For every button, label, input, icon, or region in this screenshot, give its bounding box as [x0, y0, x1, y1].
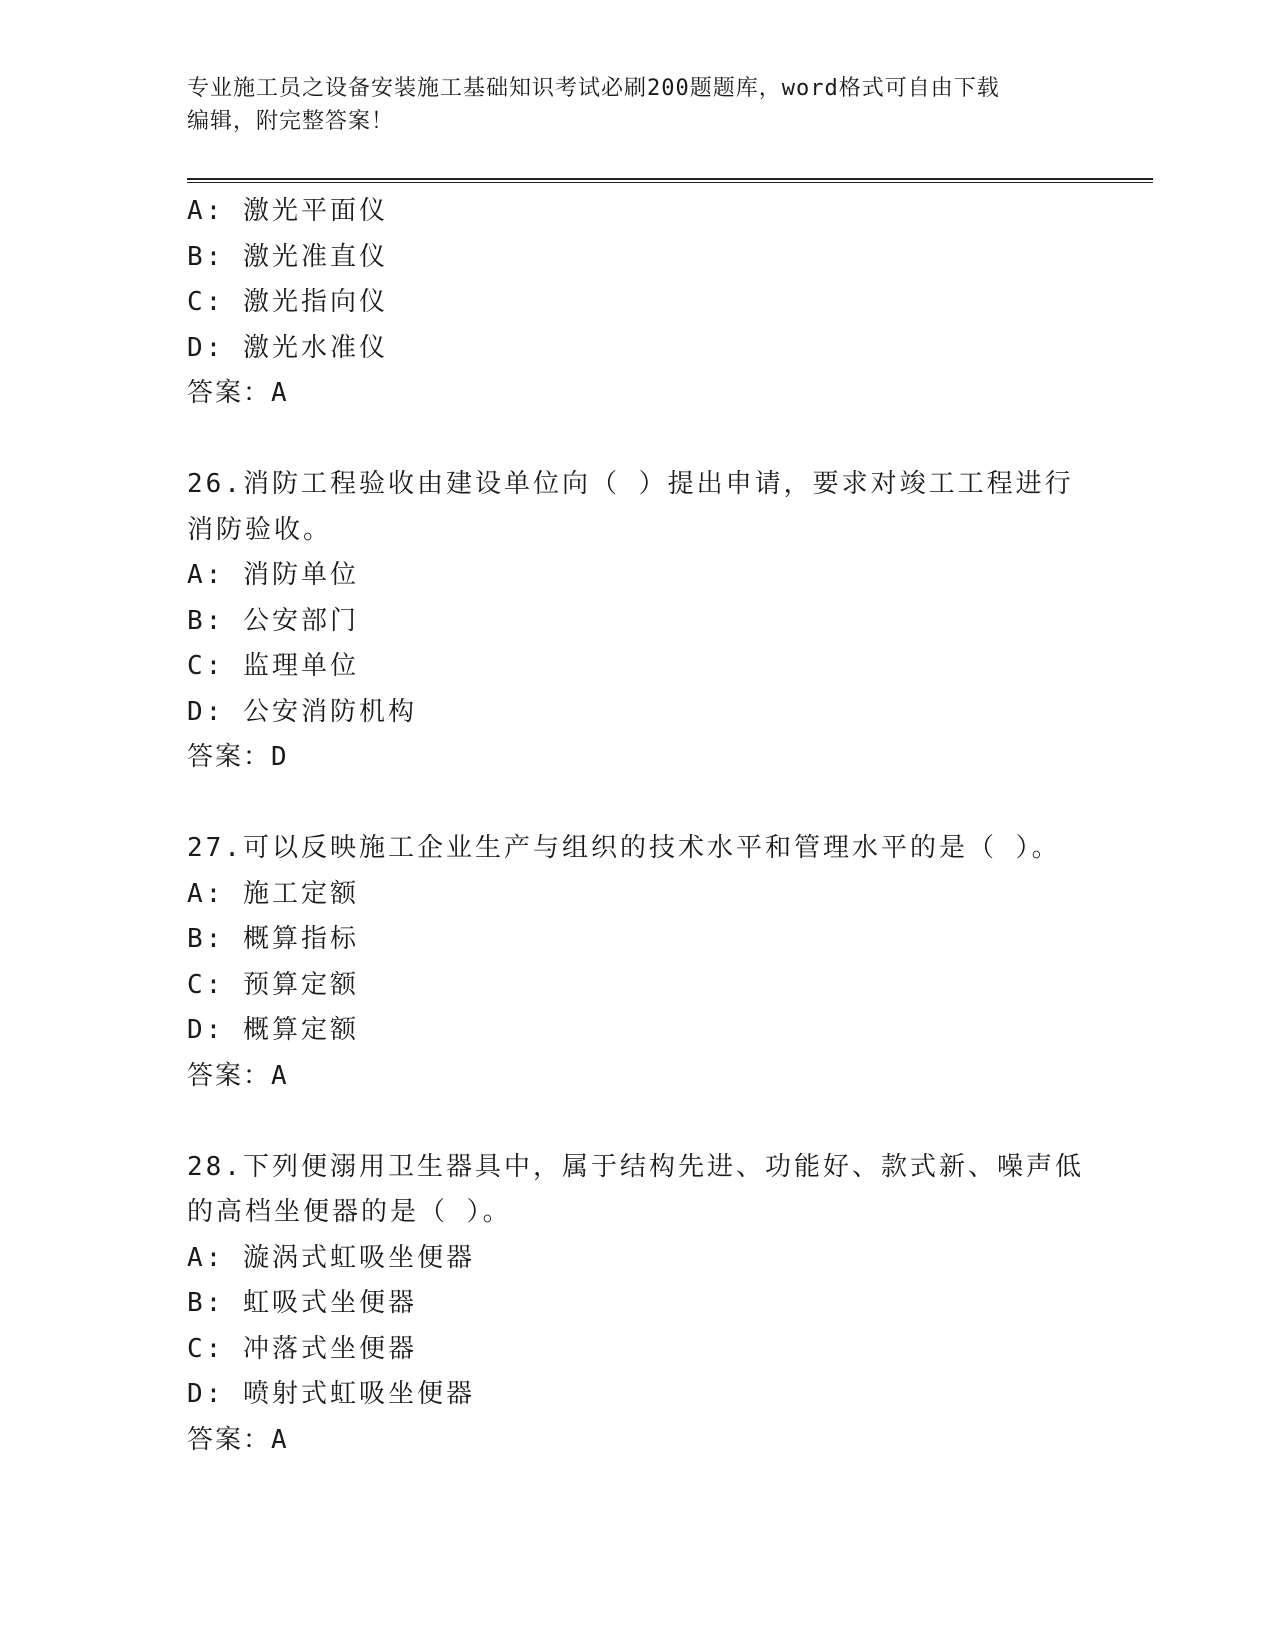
- document-header: [187, 72, 1067, 138]
- question-text-line-1: 28.下列便溺用卫生器具中，属于结构先进、功能好、款式新、噪声低: [187, 1151, 1084, 1182]
- question-26: [187, 462, 1087, 781]
- option-d: D: 激光水准仪: [187, 332, 388, 363]
- option-b: B: 激光准直仪: [187, 241, 388, 272]
- option-d: D: 概算定额: [187, 1015, 359, 1045]
- option-a: A: 激光平面仪: [187, 196, 388, 226]
- option-d: D: 公安消防机构: [187, 696, 417, 727]
- answer-label: 答案：A: [187, 1424, 289, 1455]
- answer-label: 答案：D: [187, 742, 289, 772]
- option-d: D: 喷射式虹吸坐便器: [187, 1379, 475, 1409]
- option-c: C: 监理单位: [187, 651, 359, 681]
- answer-label: 答案：A: [187, 1060, 289, 1091]
- option-c: C: 预算定额: [187, 969, 359, 1000]
- option-c: C: 冲落式坐便器: [187, 1333, 417, 1364]
- question-text-line-2: 的高档坐便器的是（ ）。: [187, 1197, 512, 1227]
- option-a: A: 施工定额: [187, 878, 359, 909]
- option-a: A: 消防单位: [187, 560, 359, 590]
- answer-label: 答案：A: [187, 378, 289, 408]
- question-28: [187, 1145, 1087, 1464]
- header-divider: [187, 178, 1153, 183]
- question-27: [187, 826, 1087, 1099]
- option-a: A: 漩涡式虹吸坐便器: [187, 1242, 475, 1273]
- question-25-options: [187, 189, 1087, 417]
- question-text-line-1: 27.可以反映施工企业生产与组织的技术水平和管理水平的是（ ）。: [187, 833, 1061, 863]
- header-title-line-2: 编辑，附完整答案！: [187, 109, 395, 134]
- question-text-line-1: 26.消防工程验收由建设单位向（ ）提出申请，要求对竣工工程进行: [187, 469, 1074, 499]
- option-b: B: 公安部门: [187, 605, 359, 636]
- option-c: C: 激光指向仪: [187, 287, 388, 317]
- header-title-line-1: 专业施工员之设备安装施工基础知识考试必刷200题题库，word格式可自由下载: [187, 76, 1000, 101]
- question-list: [187, 189, 1087, 1463]
- option-b: B: 概算指标: [187, 924, 359, 954]
- option-b: B: 虹吸式坐便器: [187, 1288, 417, 1318]
- question-text-line-2: 消防验收。: [187, 514, 333, 545]
